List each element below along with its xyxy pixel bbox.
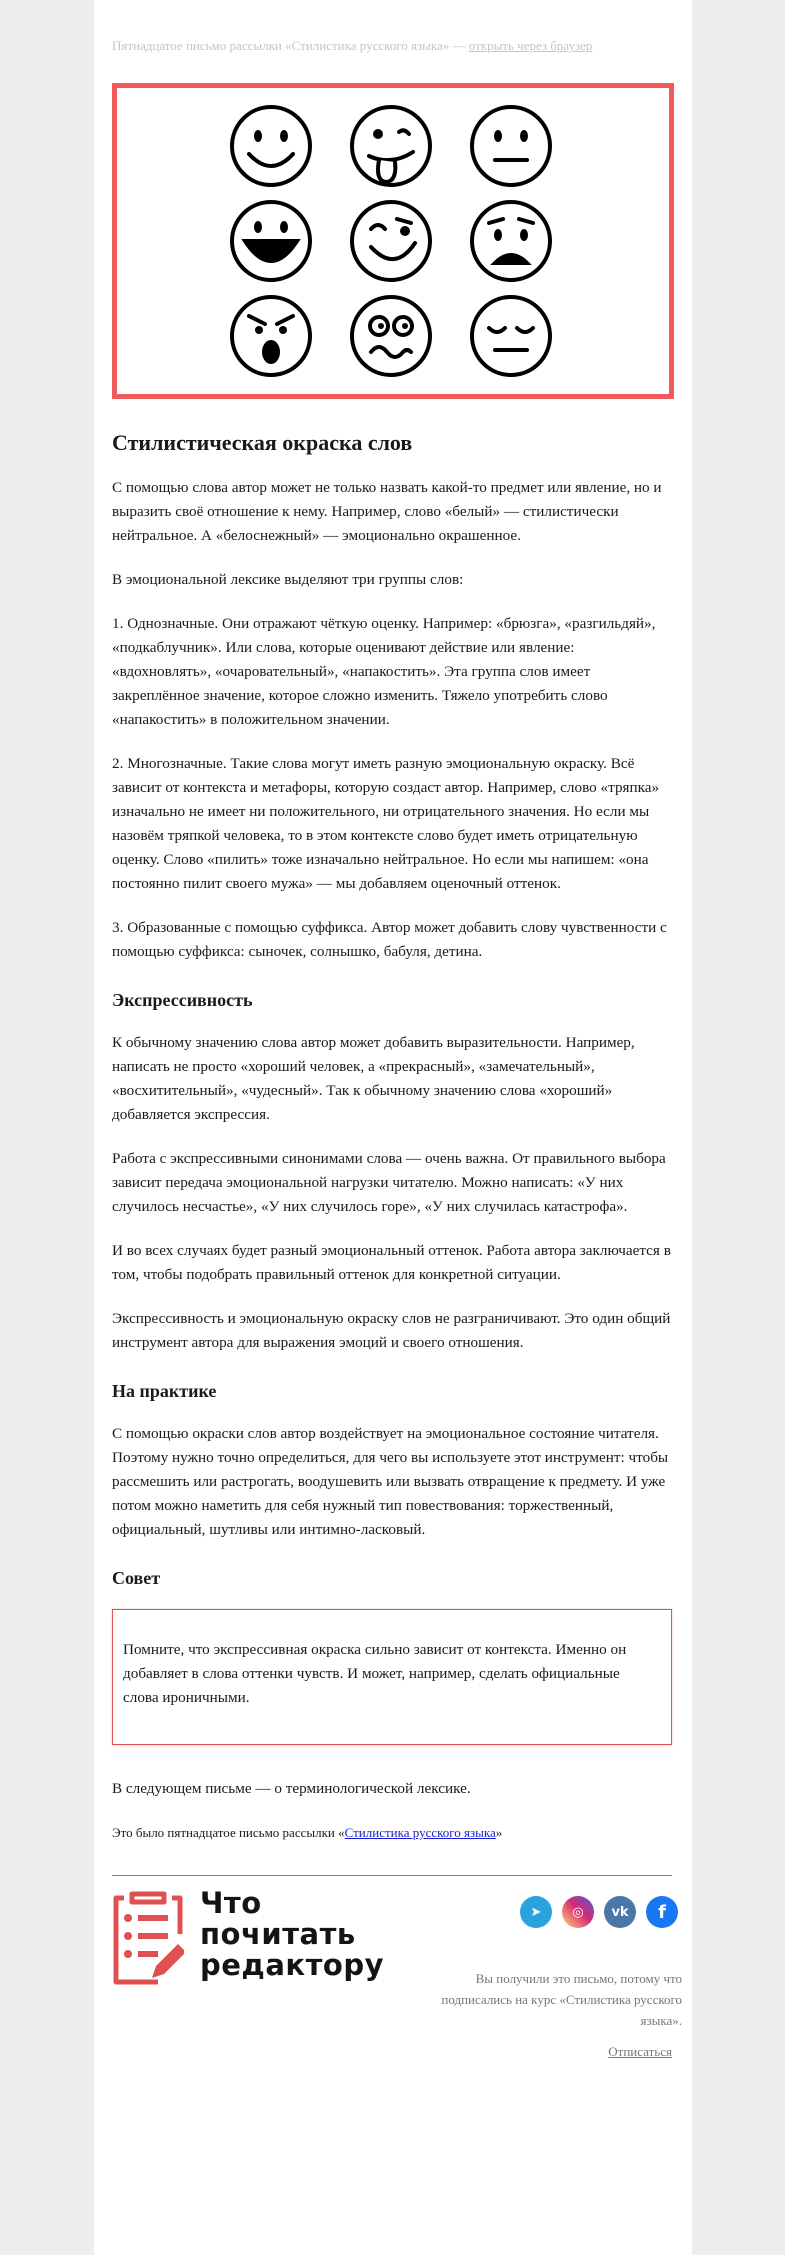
article	[112, 430, 682, 2066]
footer	[112, 1876, 682, 2066]
paragraph: 3. Образованные с помощью суффикса. Автор может добавить слову чувственности с помощью суффикса: сыночек, солнышко, бабуля, детина.	[112, 919, 667, 960]
next-letter-note: В следующем письме — о терминологической лексике.	[112, 1780, 471, 1797]
hero-image	[112, 83, 674, 399]
closing-note	[112, 1821, 672, 1845]
closing-prefix: Это было пятнадцатое письмо рассылки «	[112, 1825, 345, 1840]
paragraph: С помощью окраски слов автор воздействует на эмоциональное состояние читателя. Поэтому нужно точно определиться, для чего вы используете этот инструмент: чтобы рассмешить или растрогать, воодушевить или вызвать отвращение к предмету. И уже потом можно наметить для себя нужный тип повествования: торжественный, официальный, шутливы или интимно-ласковый.	[112, 1425, 669, 1538]
email-body	[94, 0, 692, 2255]
preheader-text: Пятнадцатое письмо рассылки «Стилистика русского языка» —	[112, 38, 469, 53]
paragraph: Работа с экспрессивными синонимами слова — очень важна. От правильного выбора зависит передача эмоциональной нагрузки читателю. Можно написать: «У них случилось несчастье», «У них случилось горе», «У них случилась катастрофа».	[112, 1150, 666, 1215]
brand-line: редактору	[200, 1948, 384, 1982]
paragraph: В эмоциональной лексике выделяют три группы слов:	[112, 571, 464, 588]
brand-line: Что	[200, 1886, 262, 1920]
paragraph: И во всех случаях будет разный эмоциональный оттенок. Работа автора заключается в том, чтобы подобрать правильный оттенок для конкретной ситуации.	[112, 1242, 671, 1283]
brand-logo[interactable]	[112, 1888, 402, 1988]
section-heading-tip: Совет	[112, 1568, 161, 1588]
section-heading-practice: На практике	[112, 1381, 217, 1401]
open-in-browser-link[interactable]: открыть через браузер	[468, 38, 593, 53]
social-links	[520, 1896, 678, 1928]
checklist-pencil-icon	[112, 1890, 184, 1986]
brand-name	[200, 1888, 384, 1981]
preheader	[112, 38, 592, 54]
subscription-reason: Вы получили это письмо, потому что подписались на курс «Стилистика русского языка».	[441, 1971, 682, 2028]
article-title: Стилистическая окраска слов	[112, 430, 413, 455]
closing-suffix: »	[495, 1825, 503, 1840]
instagram-icon[interactable]: ◎	[562, 1896, 594, 1928]
tip-text: Помните, что экспрессивная окраска сильно зависит от контекста. Именно он добавляет в слова оттенки чувств. И может, например, сделать официальные слова ироничными.	[123, 1641, 627, 1706]
paragraph: С помощью слова автор может не только назвать какой-то предмет или явление, но и выразить своё отношение к нему. Например, слово «белый» — стилистически нейтральное. А «белоснежный» — эмоционально окрашенное.	[112, 479, 662, 544]
emoji-faces-grid-icon	[211, 96, 571, 386]
course-link[interactable]: Стилистика русского языка	[344, 1825, 496, 1840]
vk-icon[interactable]: vk	[604, 1896, 636, 1928]
paragraph: 1. Однозначные. Они отражают чёткую оценку. Например: «брюзга», «разгильдяй», «подкаблучник». Или слова, которые оценивают действие или явление: «вдохновлять», «очаровательный», «напакостить». Эта группа слов имеет закреплённое значение, которое сложно изменить. Тяжело употребить слово «напакостить» в положительном значении.	[112, 615, 656, 728]
paragraph: 2. Многозначные. Такие слова могут иметь разную эмоциональную окраску. Всё зависит от контекста и метафоры, которую создаст автор. Например, слово «тряпка» изначально не имеет ни положительного, ни отрицательного значения. Но если мы назовём тряпкой человека, то в этом контексте слово будет иметь отрицательную оценку. Слово «пилить» тоже изначально нейтральное. Но если мы напишем: «она постоянно пилит своего мужа» — мы добавляем оценочный оттенок.	[112, 755, 660, 892]
facebook-icon[interactable]: f	[646, 1896, 678, 1928]
section-heading-expressiveness: Экспрессивность	[112, 990, 253, 1010]
unsubscribe-link[interactable]: Отписаться	[608, 2044, 672, 2059]
paragraph: К обычному значению слова автор может добавить выразительности. Например, написать не просто «хороший человек, а «прекрасный», «замечательный», «восхитительный», «чудесный». Так к обычному значению слова «хороший» добавляется экспрессия.	[112, 1034, 635, 1123]
telegram-icon[interactable]: ➤	[520, 1896, 552, 1928]
brand-line: почитать	[200, 1917, 356, 1951]
paragraph: Экспрессивность и эмоциональную окраску слов не разграничивают. Это один общий инструмент автора для выражения эмоций и своего отношения.	[112, 1310, 671, 1351]
tip-box	[112, 1609, 672, 1745]
